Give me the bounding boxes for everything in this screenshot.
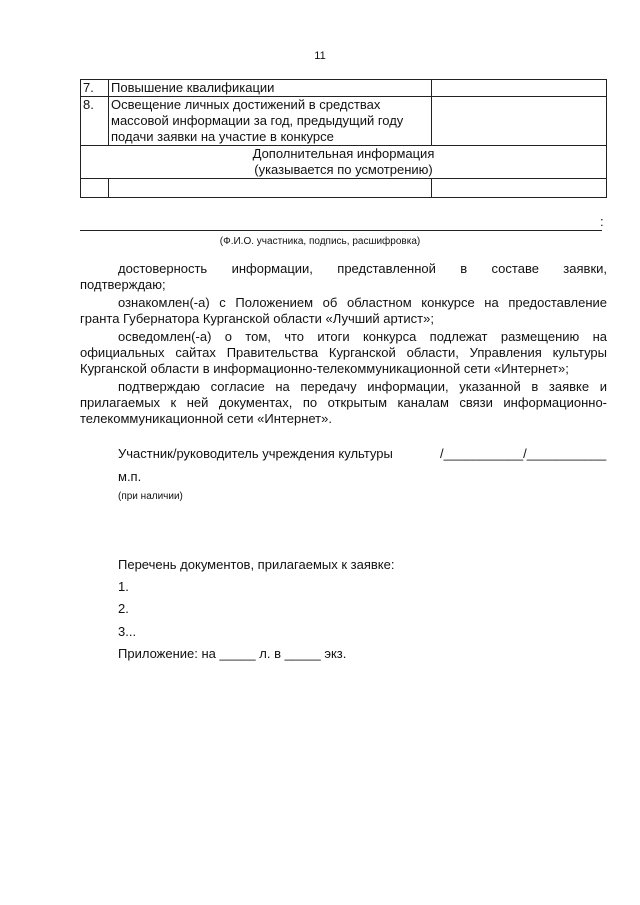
criteria-table	[80, 79, 607, 198]
row-number: 8.	[81, 97, 109, 146]
row-criterion: Повышение квалификации	[109, 80, 432, 97]
signature-colon: :	[600, 214, 604, 229]
participant-label: Участник/руководитель учреждения культуры	[118, 446, 393, 461]
empty-cell	[432, 179, 607, 198]
empty-cell	[109, 179, 432, 198]
row-value-cell	[432, 80, 607, 97]
paragraph-authenticity: достоверность информации, представленной в составе заявки,	[118, 261, 607, 276]
document-item: 1.	[118, 579, 129, 594]
stamp-label: м.п.	[118, 469, 142, 484]
table-row-empty	[81, 179, 607, 198]
stamp-note: (при наличии)	[118, 491, 183, 502]
document-item: 2.	[118, 601, 129, 616]
signature-line	[80, 230, 602, 231]
row-number: 7.	[81, 80, 109, 97]
documents-heading: Перечень документов, прилагаемых к заявке:	[118, 557, 395, 572]
row-value-cell	[432, 97, 607, 146]
paragraph-acquainted: ознакомлен(-а) с Положением об областном конкурсе на предоставление гранта Губернатора Курганской области «Лучший артист»;	[80, 295, 607, 326]
paragraph-authenticity-end: подтверждаю;	[80, 277, 166, 292]
page-number: 11	[314, 50, 326, 62]
empty-cell	[81, 179, 109, 198]
paragraph-informed: осведомлен(-а) о том, что итоги конкурса подлежат размещению на официальных сайтах Правительства Курганской области, Управления культуры Курганской области в информационно-телекоммуникационной сети «Интернет»;	[80, 329, 607, 376]
table-row	[81, 80, 607, 97]
additional-info-note: (указывается по усмотрению)	[254, 162, 433, 177]
appendix-line: Приложение: на _____ л. в _____ экз.	[118, 646, 347, 661]
table-row	[81, 97, 607, 146]
additional-info-title: Дополнительная информация	[252, 146, 435, 161]
additional-info-cell	[81, 146, 607, 179]
signature-caption: (Ф.И.О. участника, подпись, расшифровка)	[219, 236, 421, 247]
row-criterion: Освещение личных достижений в средствах массовой информации за год, предыдущий году подачи заявки на участие в конкурсе	[109, 97, 432, 146]
participant-signature-blanks: /___________/___________	[440, 446, 607, 461]
paragraph-consent: подтверждаю согласие на передачу информации, указанной в заявке и прилагаемых к ней документах, по открытым каналам связи информационно-телекоммуникационной сети «Интернет».	[80, 379, 607, 426]
declaration-text	[80, 261, 607, 429]
additional-info-row	[81, 146, 607, 179]
document-item: 3...	[118, 624, 137, 639]
